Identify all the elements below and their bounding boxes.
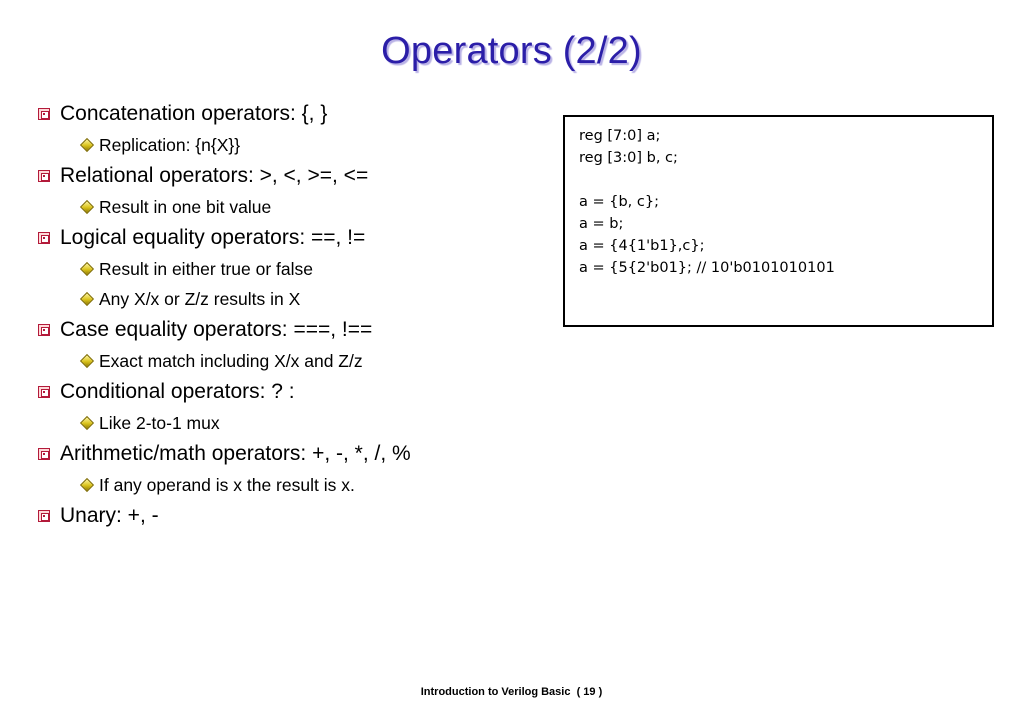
square-bullet-icon [38, 386, 50, 398]
bullet-case-equality [36, 314, 536, 346]
code-example-box [563, 115, 994, 327]
diamond-bullet-icon [80, 478, 94, 492]
sub-bullet-mux [36, 408, 536, 438]
sub-bullet-one-bit [36, 192, 536, 222]
code-line: a = {4{1'b1},c}; [579, 238, 705, 254]
diamond-bullet-icon [80, 416, 94, 430]
slide-footer: Introduction to Verilog Basic ( 19 ) [420, 686, 603, 698]
code-line: a = b; [579, 216, 624, 232]
sub-bullet-replication [36, 130, 536, 160]
diamond-bullet-icon [80, 354, 94, 368]
square-bullet-icon [38, 108, 50, 120]
code-line: a = {5{2'b01}; // 10'b0101010101 [579, 260, 835, 276]
sub-bullet-true-false [36, 254, 536, 284]
diamond-bullet-icon [80, 200, 94, 214]
bullet-text: Case equality operators: ===, !== [60, 318, 373, 341]
sub-bullet-text: Result in either true or false [99, 259, 313, 279]
diamond-bullet-icon [80, 292, 94, 306]
bullet-concatenation [36, 98, 536, 130]
bullet-relational [36, 160, 536, 192]
sub-bullet-text: Exact match including X/x and Z/z [99, 351, 363, 371]
diamond-bullet-icon [80, 262, 94, 276]
code-line: reg [3:0] b, c; [579, 150, 678, 166]
bullet-text: Arithmetic/math operators: +, -, *, /, % [60, 442, 411, 465]
sub-bullet-text: Like 2-to-1 mux [99, 413, 220, 433]
sub-bullet-text: Replication: {n{X}} [99, 135, 241, 155]
square-bullet-icon [38, 232, 50, 244]
sub-bullet-exact-match [36, 346, 536, 376]
sub-bullet-xz-results [36, 284, 536, 314]
diamond-bullet-icon [80, 138, 94, 152]
bullet-text: Relational operators: >, <, >=, <= [60, 164, 369, 187]
bullet-text: Conditional operators: ? : [60, 380, 295, 403]
bullet-text: Unary: +, - [60, 504, 159, 527]
bullet-conditional [36, 376, 536, 408]
square-bullet-icon [38, 510, 50, 522]
code-line: reg [7:0] a; [579, 128, 661, 144]
sub-bullet-operand-x [36, 470, 536, 500]
square-bullet-icon [38, 170, 50, 182]
bullet-text: Concatenation operators: {, } [60, 102, 328, 125]
code-line [579, 169, 978, 191]
sub-bullet-text: If any operand is x the result is x. [99, 475, 355, 495]
square-bullet-icon [38, 448, 50, 460]
square-bullet-icon [38, 324, 50, 336]
slide-title: Operators (2/2) [381, 30, 642, 72]
bullet-arithmetic [36, 438, 536, 470]
sub-bullet-text: Any X/x or Z/z results in X [99, 289, 301, 309]
bullet-list [36, 98, 536, 532]
bullet-text: Logical equality operators: ==, != [60, 226, 366, 249]
sub-bullet-text: Result in one bit value [99, 197, 272, 217]
code-line: a = {b, c}; [579, 194, 659, 210]
bullet-logical-equality [36, 222, 536, 254]
bullet-unary [36, 500, 536, 532]
